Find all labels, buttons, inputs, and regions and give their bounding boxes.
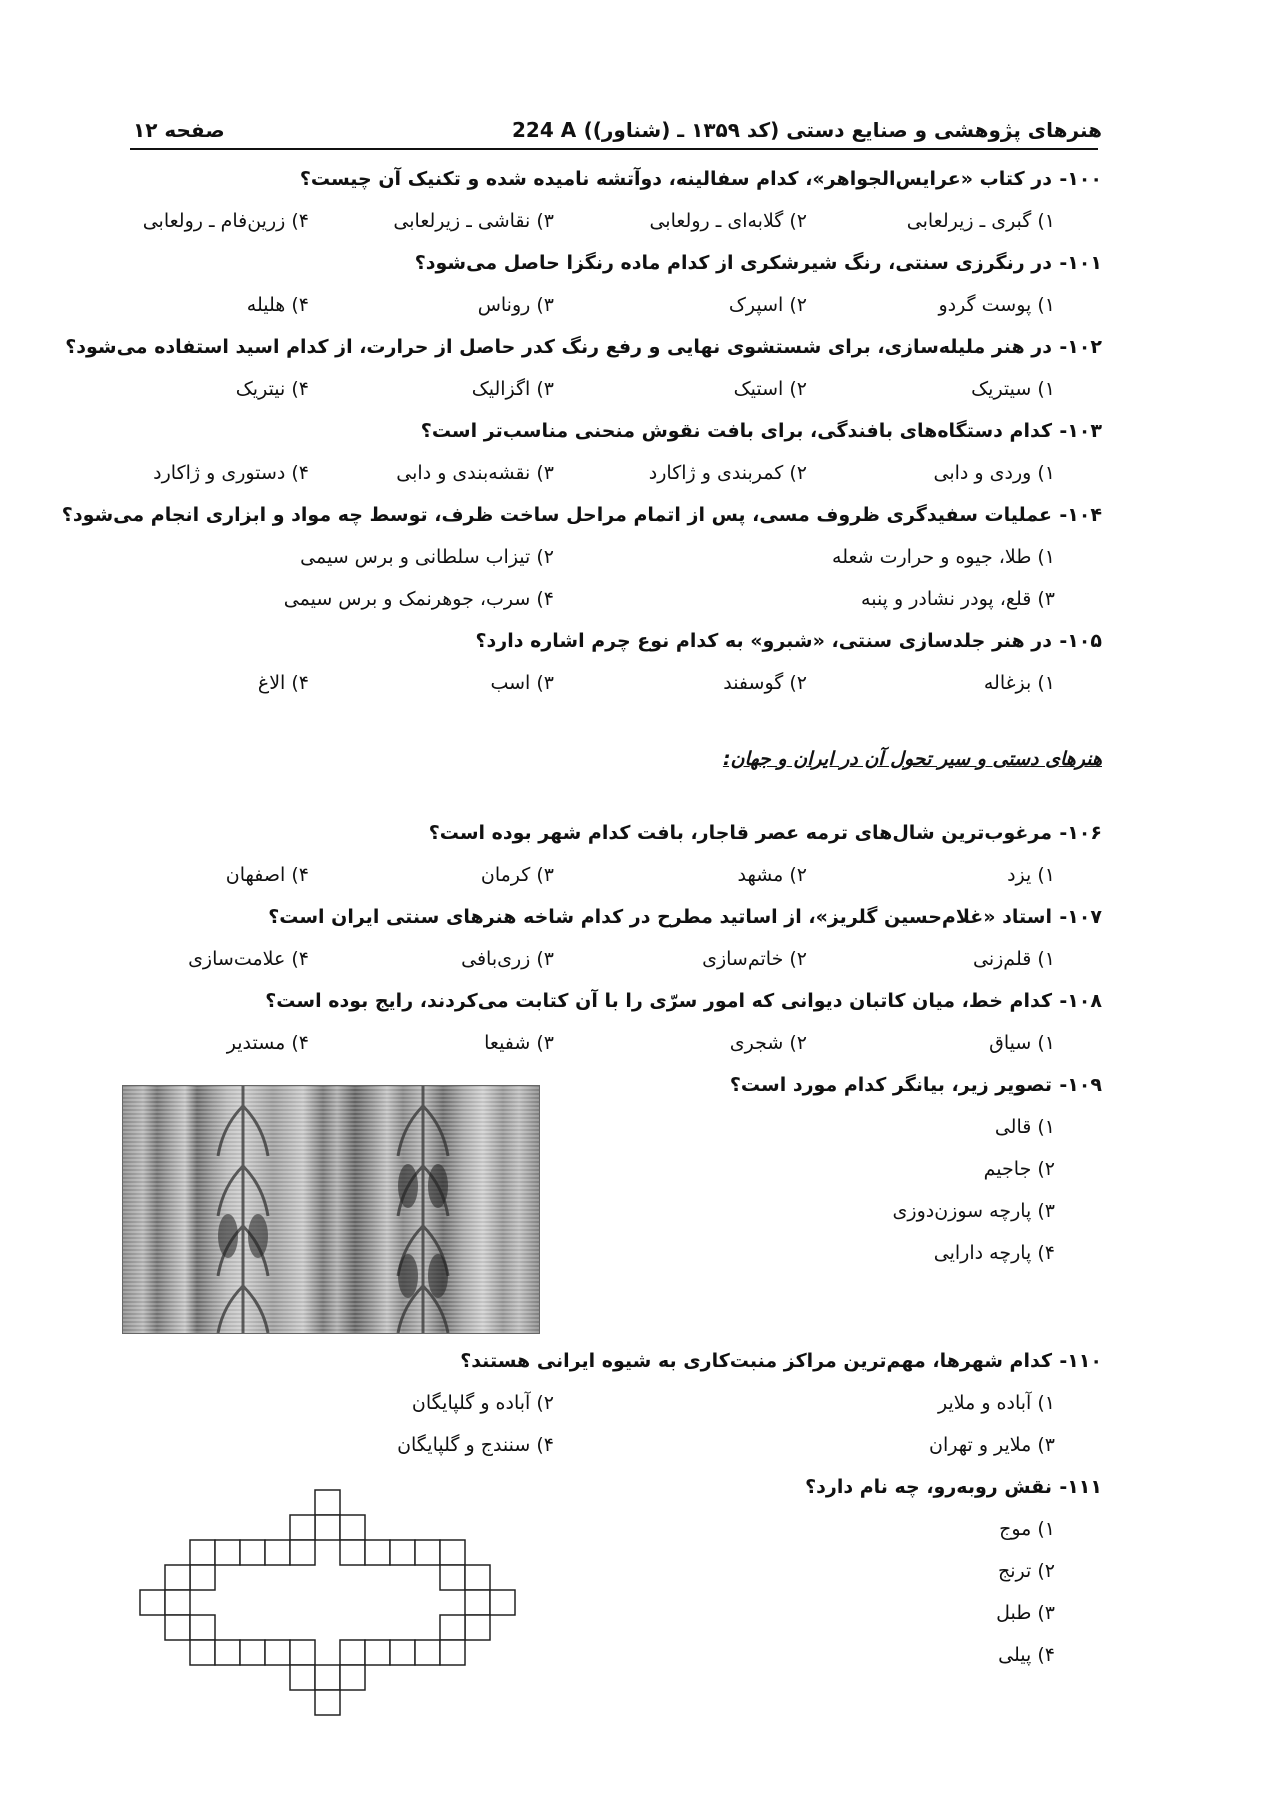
grid-cell <box>340 1540 365 1565</box>
option-4: ۴) پارچه دارایی <box>933 1242 1055 1264</box>
question-text: مرغوب‌ترین شال‌های ترمه عصر قاجار، بافت کدام شهر بوده است؟ <box>428 822 1052 844</box>
grid-cell <box>190 1540 215 1565</box>
grid-cell <box>315 1515 340 1540</box>
question-number: ۱۰۵- <box>1059 630 1102 652</box>
option-4: ۴) نیتریک <box>235 378 309 400</box>
option-3: ۳) قلع، پودر نشادر و پنبه <box>861 588 1055 610</box>
option-3: ۳) طبل <box>996 1602 1055 1624</box>
grid-cell <box>390 1540 415 1565</box>
grid-cell <box>440 1565 465 1590</box>
option-1: ۱) گبری ـ زیرلعابی <box>906 210 1055 232</box>
option-3: ۳) روناس <box>477 294 554 316</box>
option-3: ۳) کرمان <box>480 864 554 886</box>
option-1: ۱) موج <box>999 1518 1055 1540</box>
page-number: صفحه ۱۲ <box>133 118 225 142</box>
grid-cell <box>315 1665 340 1690</box>
question-number: ۱۰۲- <box>1059 336 1102 358</box>
option-3: ۳) اسب <box>490 672 554 694</box>
option-2: ۲) مشهد <box>737 864 807 886</box>
question-text: کدام خط، میان کاتبان دیوانی که امور سرّی را با آن کتابت می‌کردند، رایج بوده است؟ <box>265 990 1052 1012</box>
question-text: کدام دستگاه‌های بافندگی، برای بافت نقوش منحنی مناسب‌تر است؟ <box>420 420 1052 442</box>
question-text: تصویر زیر، بیانگر کدام مورد است؟ <box>729 1074 1052 1096</box>
grid-cell <box>465 1565 490 1590</box>
option-3: ۳) ملایر و تهران <box>929 1434 1055 1456</box>
option-1: ۱) قالی <box>994 1116 1055 1138</box>
grid-cell <box>290 1640 315 1665</box>
grid-cell <box>315 1690 340 1715</box>
option-4: ۴) علامت‌سازی <box>188 948 309 970</box>
grid-cell <box>165 1615 190 1640</box>
question-text: نقش روبه‌رو، چه نام دارد؟ <box>805 1476 1052 1498</box>
option-2: ۲) ترنج <box>998 1560 1055 1582</box>
section-title: هنرهای دستی و سیر تحول آن در ایران و جهان: <box>722 748 1102 770</box>
grid-cell <box>215 1640 240 1665</box>
option-3: ۳) پارچه سوزن‌دوزی <box>892 1200 1055 1222</box>
grid-cell <box>190 1565 215 1590</box>
grid-cell <box>440 1640 465 1665</box>
grid-cell <box>340 1515 365 1540</box>
header-code: 224 A <box>512 118 577 142</box>
grid-cell <box>315 1490 340 1515</box>
option-1: ۱) پوست گردو <box>938 294 1055 316</box>
option-1: ۱) آباده و ملایر <box>938 1392 1055 1414</box>
option-4: ۴) سرب، جوهرنمک و برس سیمی <box>283 588 554 610</box>
grid-cell <box>440 1615 465 1640</box>
grid-cell <box>365 1540 390 1565</box>
question-text: عملیات سفیدگری ظروف مسی، پس از اتمام مراحل ساخت ظرف، توسط چه مواد و ابزاری انجام می‌شود؟ <box>61 504 1052 526</box>
option-2: ۲) آباده و گلپایگان <box>411 1392 554 1414</box>
fabric-pattern-image <box>122 1085 540 1334</box>
option-4: ۴) مستدیر <box>226 1032 309 1054</box>
question-number: ۱۰۶- <box>1059 822 1102 844</box>
option-1: ۱) وردی و دابی <box>933 462 1055 484</box>
question-number: ۱۰۹- <box>1059 1074 1102 1096</box>
option-2: ۲) اسپرک <box>728 294 807 316</box>
grid-cell <box>440 1540 465 1565</box>
option-3: ۳) نقاشی ـ زیرلعابی <box>393 210 554 232</box>
option-4: ۴) سنندج و گلپایگان <box>397 1434 554 1456</box>
option-1: ۱) سیتریک <box>971 378 1055 400</box>
question-number: ۱۰۴- <box>1059 504 1102 526</box>
header-title: هنرهای پژوهشی و صنایع دستی (کد ۱۳۵۹ ـ (شناور)) <box>583 118 1102 142</box>
grid-cell <box>240 1540 265 1565</box>
grid-cell <box>490 1590 515 1615</box>
question-text: در کتاب «عرایس‌الجواهر»، کدام سفالینه، دوآتشه نامیده شده و تکنیک آن چیست؟ <box>299 168 1052 190</box>
option-2: ۲) جاجیم <box>983 1158 1055 1180</box>
question-number: ۱۱۰- <box>1059 1350 1102 1372</box>
option-2: ۲) کمربندی و ژاکارد <box>648 462 807 484</box>
grid-cell <box>415 1640 440 1665</box>
grid-cell <box>465 1615 490 1640</box>
option-1: ۱) سیاق <box>989 1032 1055 1054</box>
grid-cell <box>265 1640 290 1665</box>
grid-cell <box>290 1515 315 1540</box>
option-3: ۳) اگزالیک <box>471 378 554 400</box>
option-1: ۱) قلم‌زنی <box>973 948 1055 970</box>
question-number: ۱۰۱- <box>1059 252 1102 274</box>
grid-cell <box>190 1640 215 1665</box>
grid-cell <box>465 1590 490 1615</box>
option-4: ۴) هلیله <box>246 294 309 316</box>
question-number: ۱۰۳- <box>1059 420 1102 442</box>
grid-cell <box>340 1640 365 1665</box>
option-2: ۲) خاتم‌سازی <box>702 948 807 970</box>
option-4: ۴) زرین‌فام ـ رولعابی <box>142 210 309 232</box>
option-2: ۲) تیزاب سلطانی و برس سیمی <box>300 546 554 568</box>
option-2: ۲) گوسفند <box>723 672 807 694</box>
grid-cell <box>340 1665 365 1690</box>
option-1: ۱) طلا، جیوه و حرارت شعله <box>832 546 1055 568</box>
option-4: ۴) پیلی <box>998 1644 1055 1666</box>
grid-pattern-diagram <box>120 1470 600 1750</box>
question-number: ۱۰۸- <box>1059 990 1102 1012</box>
question-text: در رنگرزی سنتی، رنگ شیرشکری از کدام ماده رنگزا حاصل می‌شود؟ <box>414 252 1052 274</box>
option-1: ۱) یزد <box>1007 864 1055 886</box>
question-text: کدام شهرها، مهم‌ترین مراکز منبت‌کاری به شیوه ایرانی هستند؟ <box>460 1350 1052 1372</box>
option-2: ۲) شجری <box>729 1032 807 1054</box>
question-number: ۱۰۰- <box>1059 168 1102 190</box>
option-3: ۳) شفیعا <box>484 1032 554 1054</box>
question-number: ۱۰۷- <box>1059 906 1102 928</box>
grid-cell <box>165 1565 190 1590</box>
question-text: در هنر جلدسازی سنتی، «شبرو» به کدام نوع چرم اشاره دارد؟ <box>475 630 1052 652</box>
grid-cell <box>215 1540 240 1565</box>
leaf-motif-graphic <box>123 1086 539 1333</box>
option-3: ۳) زری‌بافی <box>461 948 554 970</box>
question-text: در هنر ملیله‌سازی، برای شستشوی نهایی و رفع رنگ کدر حاصل از حرارت، از کدام اسید استفاده می‌شود؟ <box>65 336 1052 358</box>
option-2: ۲) استیک <box>733 378 807 400</box>
header-rule <box>130 148 1098 150</box>
option-4: ۴) اصفهان <box>225 864 309 886</box>
grid-cell <box>365 1640 390 1665</box>
grid-cell <box>265 1540 290 1565</box>
grid-cell <box>190 1615 215 1640</box>
grid-cell <box>140 1590 165 1615</box>
grid-cell <box>290 1665 315 1690</box>
option-4: ۴) الاغ <box>257 672 309 694</box>
grid-cell <box>415 1540 440 1565</box>
option-1: ۱) بزغاله <box>983 672 1055 694</box>
grid-cell <box>290 1540 315 1565</box>
option-2: ۲) گلابه‌ای ـ رولعابی <box>649 210 807 232</box>
grid-cell <box>390 1640 415 1665</box>
question-number: ۱۱۱- <box>1059 1476 1102 1498</box>
grid-cell <box>165 1590 190 1615</box>
option-4: ۴) دستوری و ژاکارد <box>153 462 309 484</box>
grid-cell <box>240 1640 265 1665</box>
question-text: استاد «غلام‌حسین گلریز»، از اساتید مطرح در کدام شاخه هنرهای سنتی ایران است؟ <box>268 906 1052 928</box>
option-3: ۳) نقشه‌بندی و دابی <box>396 462 554 484</box>
